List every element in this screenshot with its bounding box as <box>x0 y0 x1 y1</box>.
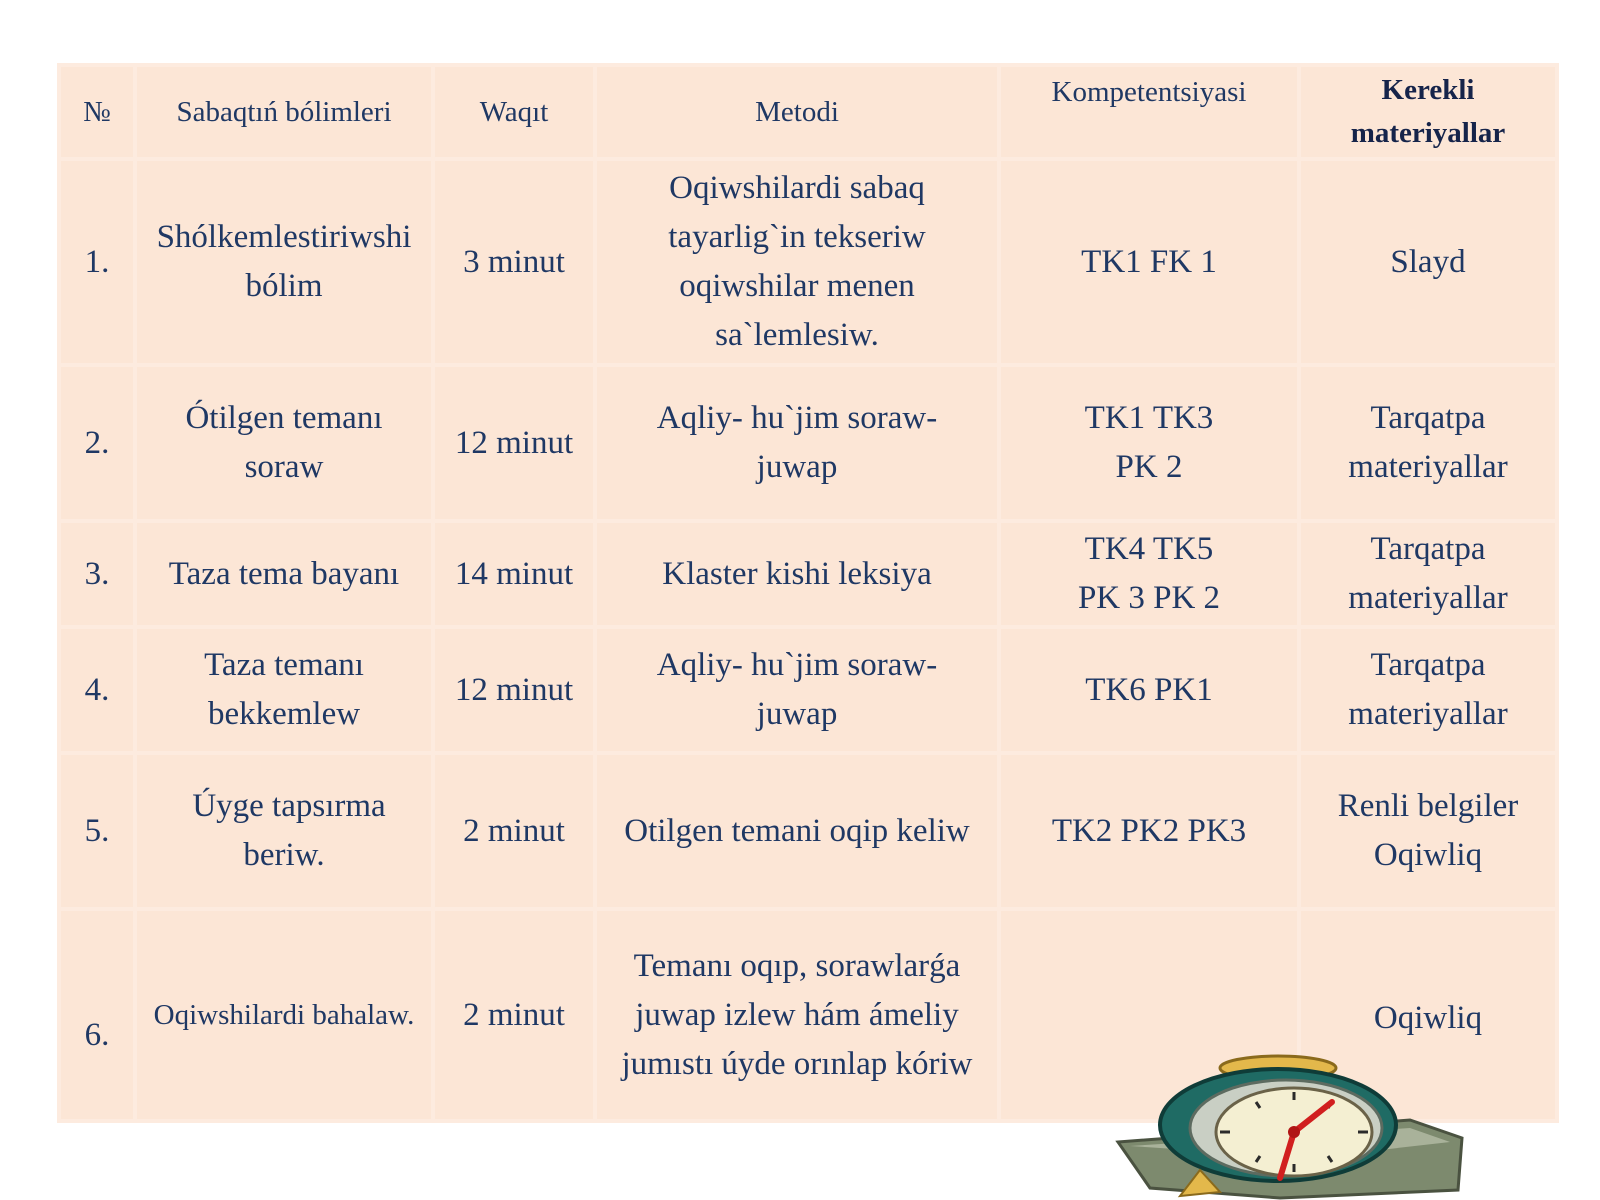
method-line: juwap izlew hám ámeliy <box>635 996 959 1033</box>
time-cell: 12 minut <box>433 627 595 753</box>
header-method: Metodi <box>595 65 999 159</box>
row-number: 4. <box>59 627 135 753</box>
materials-line: Oqiwliq <box>1373 837 1483 873</box>
competence-cell <box>999 627 1299 753</box>
time-cell: 3 minut <box>433 159 595 365</box>
table-row <box>59 627 1557 753</box>
competence-line: TK2 PK2 PK3 <box>1051 812 1247 849</box>
competence-cell <box>999 753 1299 909</box>
section-line: Shólkemlestiriwshi <box>156 219 412 255</box>
lesson-plan-table <box>57 63 1559 1123</box>
time-cell: 14 minut <box>433 521 595 627</box>
materials-line: materiyallar <box>1348 449 1508 485</box>
competence-line: TK1 TK3 <box>1084 400 1214 436</box>
competence-cell <box>999 521 1299 627</box>
table-row <box>59 521 1557 627</box>
section-line: Taza temanı <box>204 647 364 683</box>
time-cell: 2 minut <box>433 909 595 1121</box>
table-row <box>59 159 1557 365</box>
section-line: Úyge tapsırma <box>192 788 386 824</box>
materials-cell <box>1299 627 1557 753</box>
method-line: juwap <box>756 449 838 485</box>
section-cell <box>135 753 433 909</box>
section-line: soraw <box>244 449 324 485</box>
section-line: Taza tema bayanı <box>168 555 400 592</box>
materials-line: Tarqatpa <box>1370 531 1486 567</box>
header-row <box>59 65 1557 159</box>
time-cell: 2 minut <box>433 753 595 909</box>
method-line: jumıstı úyde orınlap kóriw <box>621 1045 973 1082</box>
header-competence: Kompetentsiyasi <box>999 65 1299 159</box>
method-line: oqiwshilar menen <box>679 268 915 304</box>
header-materials-line1: Kerekli <box>1381 74 1475 106</box>
competence-cell <box>999 159 1299 365</box>
method-cell <box>595 909 999 1121</box>
method-cell <box>595 521 999 627</box>
row-number: 2. <box>59 365 135 521</box>
section-cell <box>135 521 433 627</box>
header-section: Sabaqtıń bólimleri <box>135 65 433 159</box>
method-cell <box>595 365 999 521</box>
materials-line: Tarqatpa <box>1370 647 1486 683</box>
header-num: № <box>59 65 135 159</box>
section-cell <box>135 909 433 1121</box>
materials-cell <box>1299 159 1557 365</box>
header-materials-line2: materiyallar <box>1350 117 1506 149</box>
method-cell <box>595 753 999 909</box>
competence-line: TK6 PK1 <box>1085 671 1213 708</box>
row-number: 5. <box>59 753 135 909</box>
time-cell: 12 minut <box>433 365 595 521</box>
method-line: tayarlig`in tekseriw <box>668 219 926 255</box>
materials-cell <box>1299 753 1557 909</box>
table-row <box>59 753 1557 909</box>
section-line: Ótilgen temanı <box>185 400 383 436</box>
method-line: Oqiwshilardi sabaq <box>669 170 925 206</box>
row-number: 3. <box>59 521 135 627</box>
section-cell <box>135 365 433 521</box>
competence-line: PK 3 PK 2 <box>1077 580 1221 616</box>
materials-cell <box>1299 365 1557 521</box>
section-cell <box>135 159 433 365</box>
method-cell <box>595 627 999 753</box>
materials-line: Oqiwliq <box>1373 999 1483 1036</box>
competence-line: TK1 FK 1 <box>1081 243 1217 280</box>
header-materials <box>1299 65 1557 159</box>
section-line: beriw. <box>243 837 325 873</box>
materials-line: Tarqatpa <box>1370 400 1486 436</box>
section-line: bólim <box>245 268 323 304</box>
method-line: juwap <box>756 696 838 732</box>
method-line: Otilgen temani oqip keliw <box>624 812 970 849</box>
materials-cell <box>1299 521 1557 627</box>
materials-line: materiyallar <box>1348 580 1508 616</box>
section-cell <box>135 627 433 753</box>
materials-line: Renli belgiler <box>1337 788 1519 824</box>
method-line: Aqliy- hu`jim soraw- <box>656 647 938 683</box>
competence-line: PK 2 <box>1115 449 1183 485</box>
section-line: Oqiwshilardi bahalaw. <box>153 998 415 1031</box>
header-time: Waqıt <box>433 65 595 159</box>
competence-line: TK4 TK5 <box>1084 531 1214 567</box>
method-line: Klaster kishi leksiya <box>662 555 932 592</box>
row-number: 6. <box>59 909 135 1121</box>
method-line: Temanı oqıp, sorawlarǵa <box>633 947 961 984</box>
section-line: bekkemlew <box>207 696 361 732</box>
alarm-clock-icon <box>1110 1050 1490 1200</box>
materials-line: materiyallar <box>1348 696 1508 732</box>
table-row <box>59 365 1557 521</box>
row-number: 1. <box>59 159 135 365</box>
method-line: Aqliy- hu`jim soraw- <box>656 400 938 436</box>
method-cell <box>595 159 999 365</box>
materials-line: Slayd <box>1390 243 1466 280</box>
method-line: sa`lemlesiw. <box>715 317 879 353</box>
competence-cell <box>999 365 1299 521</box>
